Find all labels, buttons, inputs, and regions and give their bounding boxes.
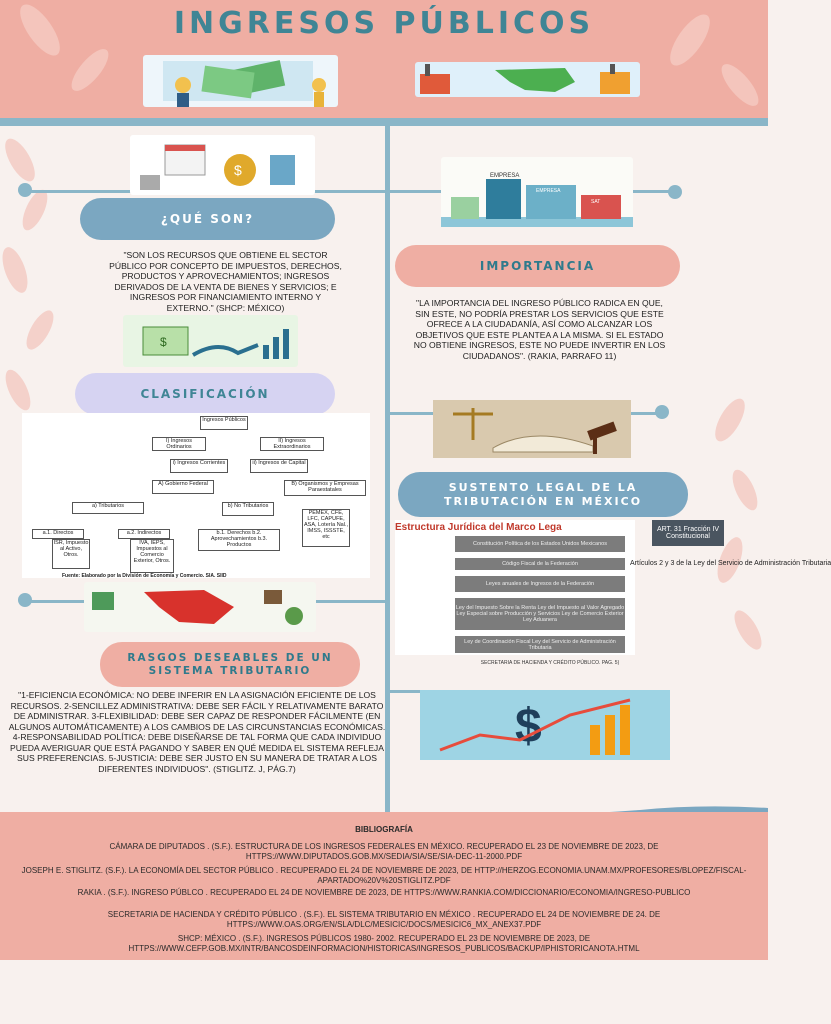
empresa-label-2: EMPRESA [536,188,561,194]
marco-title: Estructura Jurídica del Marco Lega [395,522,562,533]
sustento-heading: SUSTENTO LEGAL DE LA TRIBUTACIÓN EN MÉXICO [398,472,688,517]
importancia-text: "LA IMPORTANCIA DEL INGRESO PÚBLICO RADICA EN QUE, SIN ESTE, NO PODRÍA PRESTAR LOS SERVICIOS QUE ESTE OFRECE A LA CIUDADANÍA, ASÍ COMO ALCANZAR LOS OBJETIVOS QUE ESTE PLANTEA A LA MISMA. SI EL ESTADO NO OBTIENE INGRESOS, ESTE NO PUEDE INVERTIR EN LOS CIUDADANOS". (RAKIA, PARRAFO 11) [413,298,666,361]
timeline-dot [18,593,32,607]
bibliography-item: SHCP: MÉXICO . (S.F.). INGRESOS PÚBLICOS 1980- 2002. RECUPERADO EL 23 DE NOVIEMBRE DE 2023, DE HTTPS://WWW.CEFP.GOB.MX/INTR/BANCOSDEINFORMACION/HISTORICAS/INGRESOS_PUBLICOS/BACKUP/IPHISTORICANOTA.HTML [128,934,640,953]
que-son-text: "SON LOS RECURSOS QUE OBTIENE EL SECTOR PÚBLICO POR CONCEPTO DE IMPUESTOS, DERECHOS, PRODUCTOS Y APROVECHAMIENTOS; INGRESOS DERIVADOS DE LA VENTA DE BIENES Y SERVICIOS; E INGRESOS POR FINANCIAMIENTO INTERNO Y EXTERNO." (SHCP: MÉXICO) [109,250,342,313]
marco-row: Código Fiscal de la Federación [455,558,625,570]
buildings-icon [441,157,633,227]
chart-node-no-trib-items: b.1. Derechos b.2. Aprovechamientos b.3. Productos [198,529,280,551]
coins-calendar-icon [130,135,315,195]
bibliography-item: JOSEPH E. STIGLITZ. (S.F.). LA ECONOMÍA DEL SECTOR PÚBLICO . RECUPERADO EL 24 DE NOVIEMBRE DE 2023, DE HTTP://HERZOG.ECONOMIA.UNAM.MX/PROFESORES/BLOPEZ/FISCAL-APARTADO%20V%20STIGLITZ.PDF [21,866,747,885]
chart-source: Fuente: Elaborado por la División de Economía y Comercio. SIA. SIID [62,573,227,579]
bibliography-item: CÁMARA DE DIPUTADOS . (S.F.). ESTRUCTURA DE LOS INGRESOS FEDERALES EN MÉXICO. RECUPERADO EL 23 DE NOVIEMBRE DE 2023, DE HTTPS://WWW.DIPUTADOS.GOB.MX/SEDIA/SIA/SE/SIA-DEC-11-2000.PDF [109,842,659,861]
bibliography-item: RAKIA . (S.F.). INGRESO PÚBLCO . RECUPERADO EL 24 DE NOVIEMBRE DE 2023, DE HTTPS://WWW.RANKIA.COM/DICCIONARIO/ECONOMIA/INGRESO-PUBLICO [77,888,691,897]
justice-illustration [433,400,631,458]
chart-node-indirectos-items: IVA, IEPS, Impuestos al Comercio Exterior, Otros. [130,539,174,573]
finance-illustration [130,135,315,195]
marco-source: SECRETARIA DE HACIENDA Y CRÉDITO PÚBLICO. PAG. 5) [480,660,620,666]
que-son-heading: ¿QUÉ SON? [80,198,335,240]
timeline-dot [668,185,682,199]
svg-text:$: $ [234,162,242,178]
marco-row: Constitución Política de los Estados Unidos Mexicanos [455,536,625,552]
marco-legal-chart [395,520,635,655]
timeline-dot [655,405,669,419]
chart-node-org-items: PEMEX, CFE, LFC, CAPUFE, ASA, Lotería Nal., IMSS, ISSSTE, etc [302,509,350,547]
mexico-map-illustration [84,582,316,632]
chart-node-directos-items: ISR, Impuesto al Activo, Otros. [52,539,90,569]
chart-node-extraordinarios: II) Ingresos Extraordinarios [260,437,324,451]
bibliography-item: SECRETARIA DE HACIENDA Y CRÉDITO PÚBLICO . (S.F.). EL SISTEMA TRIBUTARIO EN MÉXICO . RECUPERADO EL 24 DE NOVIEMBRE DE 24. DE HTTPS://WWW.OAS.ORG/EN/SLA/DLC/MESICIC/DOCS/MESICIC6_MX_ANEX37.PDF [107,910,661,929]
mexico-industry-illustration [415,62,640,97]
page-title: INGRESOS PÚBLICOS [173,6,595,41]
side-note: Artículos 2 y 3 de la Ley del Servicio de Administración Tributaria [630,560,831,567]
bibliography-title: BIBLIOGRAFÍA [355,825,413,834]
svg-text:$: $ [160,335,167,349]
classification-chart [22,413,370,578]
chart-node-capital: ii) Ingresos de Capital [250,459,308,473]
art-31-box: ART. 31 Fracción IV Constitucional [652,520,724,546]
marco-row: Ley de Coordinación Fiscal Ley del Servicio de Administración Tributaria [455,636,625,653]
divider-band [0,118,768,126]
chart-node-directos: a.1. Directos [32,529,84,539]
chart-node-no-tributarios: b) No Tributarios [222,502,274,516]
chart-node-gobierno: A) Gobierno Federal [152,480,214,494]
growth-illustration [420,690,670,760]
importancia-heading: IMPORTANCIA [395,245,680,287]
hand-coins-icon [123,315,298,367]
rasgos-heading: RASGOS DESEABLES DE UN SISTEMA TRIBUTARIO [100,642,360,687]
money-people-icon [143,55,338,107]
chart-node-tributarios: a) Tributarios [72,502,144,514]
chart-node-organismos: B) Organismos y Empresas Paraestatales [284,480,366,496]
marco-row: Leyes anuales de Ingresos de la Federación [455,576,625,592]
gavel-scale-icon [433,400,631,458]
chart-node-indirectos: a.2. Indirectos [118,529,170,539]
empresa-label: EMPRESA [490,173,520,179]
hand-money-illustration [123,315,298,367]
mexico-map-icon [84,582,316,632]
rasgos-text: "1-EFICIENCIA ECONÓMICA: NO DEBE INFERIR EN LA ASIGNACIÓN EFICIENTE DE LOS RECURSOS. 2-SENCILLEZ ADMINISTRATIVA: DEBE SER FÁCIL Y RELATIVAMENTE BARATO DE ADMINISTRAR. 3-FLEXIBILIDAD: DEBE SER CAPAZ DE RESPONDER FÁCILMENTE (EN ALGUNOS AUTOMÁTICAMENTE) A LOS CAMBIOS DE LAS CIRCUNSTANCIAS ECONÓMICAS. 4-RESPONSABILIDAD POLÍTICA: DEBE DISEÑARSE DE TAL FORMA QUE CADA INDIVIDUO PUEDA AVERIGUAR QUE ESTÁ PAGANDO Y SABER EN QUÉ MEDIDA EL SISTEMA REFLEJA SUS PREFERENCIAS. 5-JUSTICIA: DEBE SER JUSTO EN SU MANERA DE TRATAR A LOS DIFERENTES INDIVIDUOS". (STIGLITZ. J, PÁG.7) [8,690,386,774]
factory-map-icon [415,62,640,97]
marco-row: Ley del Impuesto Sobre la Renta Ley del Impuesto al Valor Agregado Ley Especial sobre Producción y Servicios Ley de Comercio Exterior Ley Aduanera [455,598,625,630]
chart-node-root: Ingresos Públicos [200,416,248,430]
chart-node-ordinarios: I) Ingresos Ordinarios [152,437,206,451]
money-illustration [143,55,338,107]
timeline-dot [18,183,32,197]
clasificacion-heading: CLASIFICACIÓN [75,373,335,415]
chart-node-corrientes: i) Ingresos Corrientes [170,459,228,473]
svg-text:$: $ [515,700,542,753]
sat-label: SAT [591,199,601,205]
leaf-decoration-left [0,120,70,420]
dollar-growth-icon [420,690,670,760]
buildings-illustration [441,157,633,227]
